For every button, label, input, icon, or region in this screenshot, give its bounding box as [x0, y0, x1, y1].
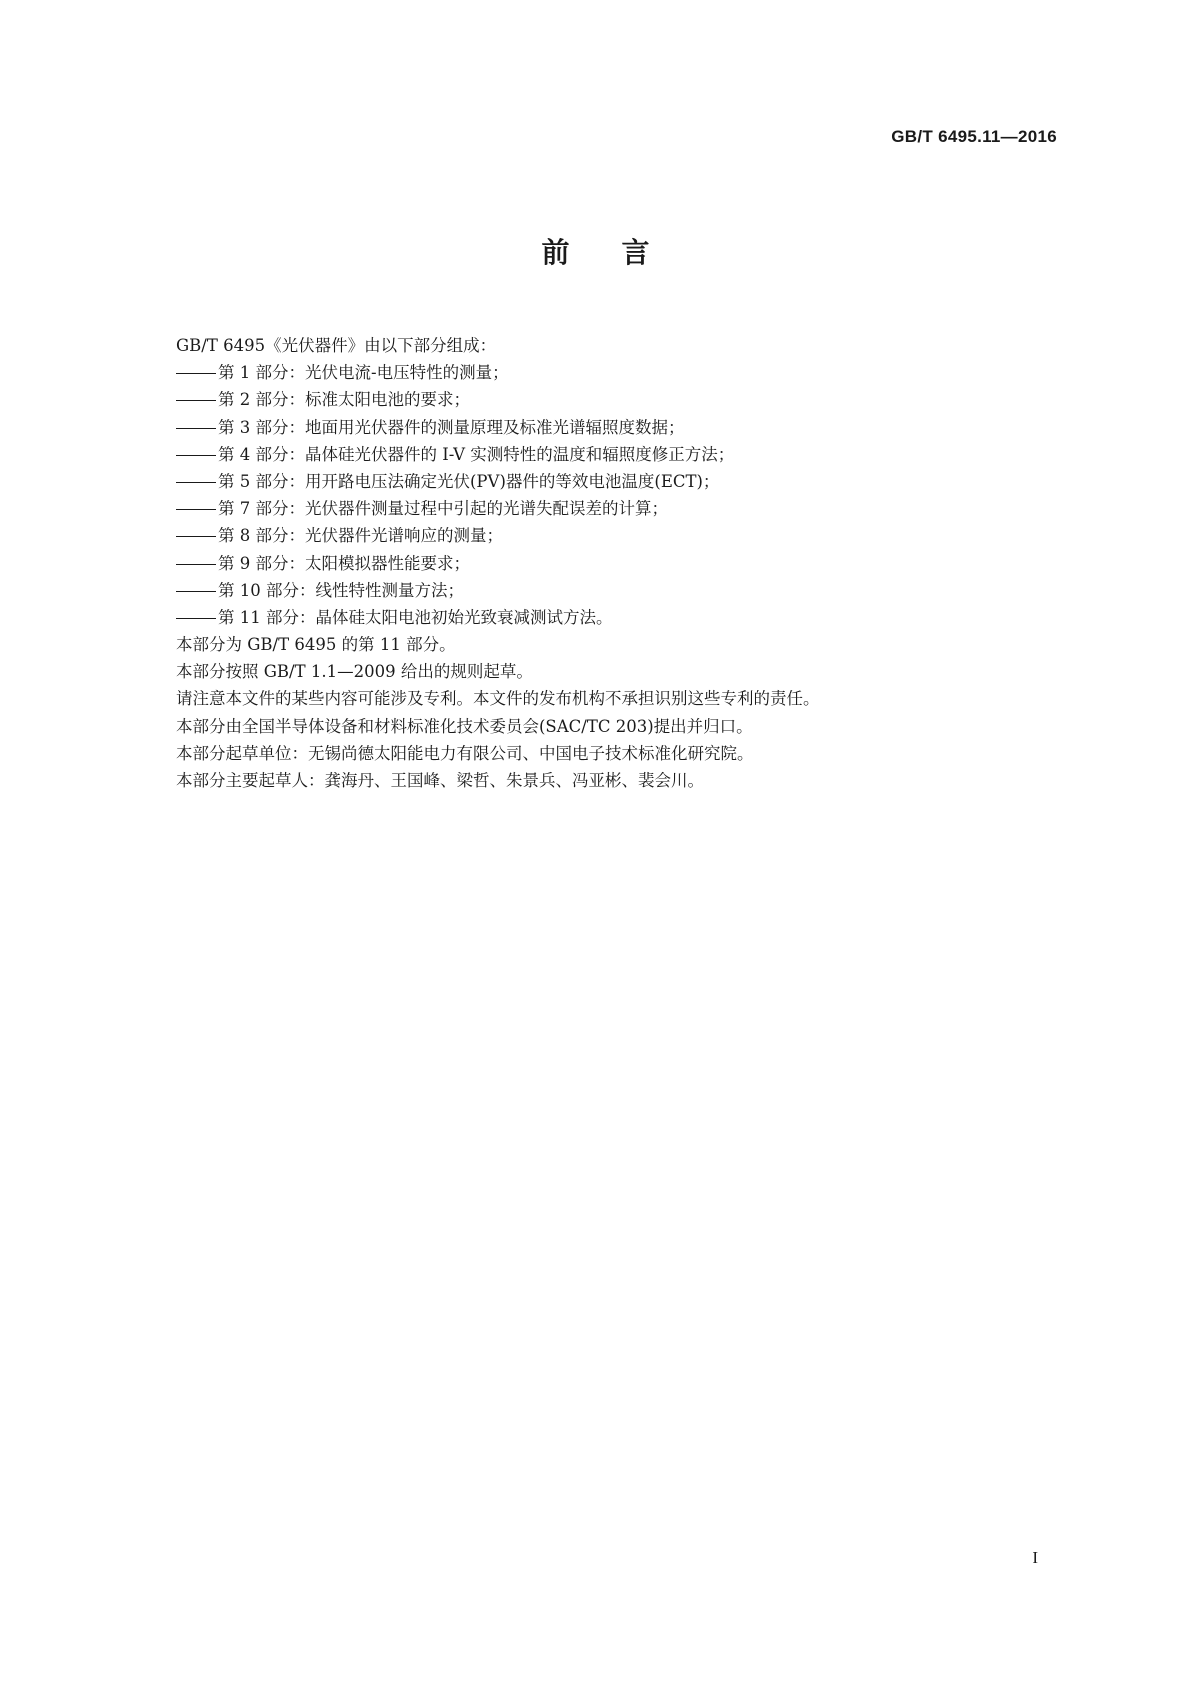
part-item-text: 第 1 部分：光伏电流-电压特性的测量； — [218, 363, 509, 383]
paragraph: 本部分由全国半导体设备和材料标准化技术委员会(SAC/TC 203)提出并归口。 — [176, 716, 753, 736]
part-item-text: 第 2 部分：标准太阳电池的要求； — [218, 390, 470, 410]
paragraph: 请注意本文件的某些内容可能涉及专利。本文件的发布机构不承担识别这些专利的责任。 — [176, 689, 820, 709]
part-item — [176, 522, 1056, 549]
foreword-body — [176, 332, 1056, 794]
paragraph: 本部分主要起草人：龚海丹、王国峰、梁哲、朱景兵、冯亚彬、裴会川。 — [176, 771, 704, 790]
page-heading: 前言 — [541, 236, 702, 269]
part-item — [176, 414, 1056, 441]
part-item — [176, 495, 1056, 522]
intro-line: GB/T 6495《光伏器件》由以下部分组成： — [176, 336, 497, 355]
paragraph: 本部分起草单位：无锡尚德太阳能电力有限公司、中国电子技术标准化研究院。 — [176, 743, 754, 763]
em-dash-mark — [176, 455, 216, 456]
em-dash-mark — [176, 373, 216, 374]
em-dash-mark — [176, 536, 216, 537]
paragraph: 本部分为 GB/T 6495 的第 11 部分。 — [176, 635, 456, 655]
part-item-text: 第 8 部分：光伏器件光谱响应的测量； — [218, 526, 503, 546]
part-item-text: 第 9 部分：太阳模拟器性能要求； — [218, 553, 470, 573]
em-dash-mark — [176, 400, 216, 401]
em-dash-mark — [176, 564, 216, 565]
part-item — [176, 577, 1056, 604]
part-item-text: 第 3 部分：地面用光伏器件的测量原理及标准光谱辐照度数据； — [218, 417, 685, 437]
em-dash-mark — [176, 591, 216, 592]
part-item — [176, 386, 1056, 413]
paragraph: 本部分按照 GB/T 1.1—2009 给出的规则起草。 — [176, 662, 533, 682]
em-dash-mark — [176, 428, 216, 429]
part-item-text: 第 10 部分：线性特性测量方法； — [218, 580, 464, 600]
em-dash-mark — [176, 618, 216, 619]
part-item — [176, 359, 1056, 386]
part-item — [176, 441, 1056, 468]
part-item-text: 第 7 部分：光伏器件测量过程中引起的光谱失配误差的计算； — [218, 499, 668, 519]
part-item-text: 第 5 部分：用开路电压法确定光伏(PV)器件的等效电池温度(ECT)； — [218, 471, 720, 491]
part-item — [176, 468, 1056, 495]
em-dash-mark — [176, 509, 216, 510]
part-item — [176, 604, 1056, 631]
part-item-text: 第 11 部分：晶体硅太阳电池初始光致衰减测试方法。 — [218, 607, 613, 627]
part-item — [176, 550, 1056, 577]
standard-number: GB/T 6495.11—2016 — [891, 127, 1057, 146]
part-item-text: 第 4 部分：晶体硅光伏器件的 I-V 实测特性的温度和辐照度修正方法； — [218, 444, 735, 464]
em-dash-mark — [176, 482, 216, 483]
page-number: I — [1032, 1548, 1038, 1567]
